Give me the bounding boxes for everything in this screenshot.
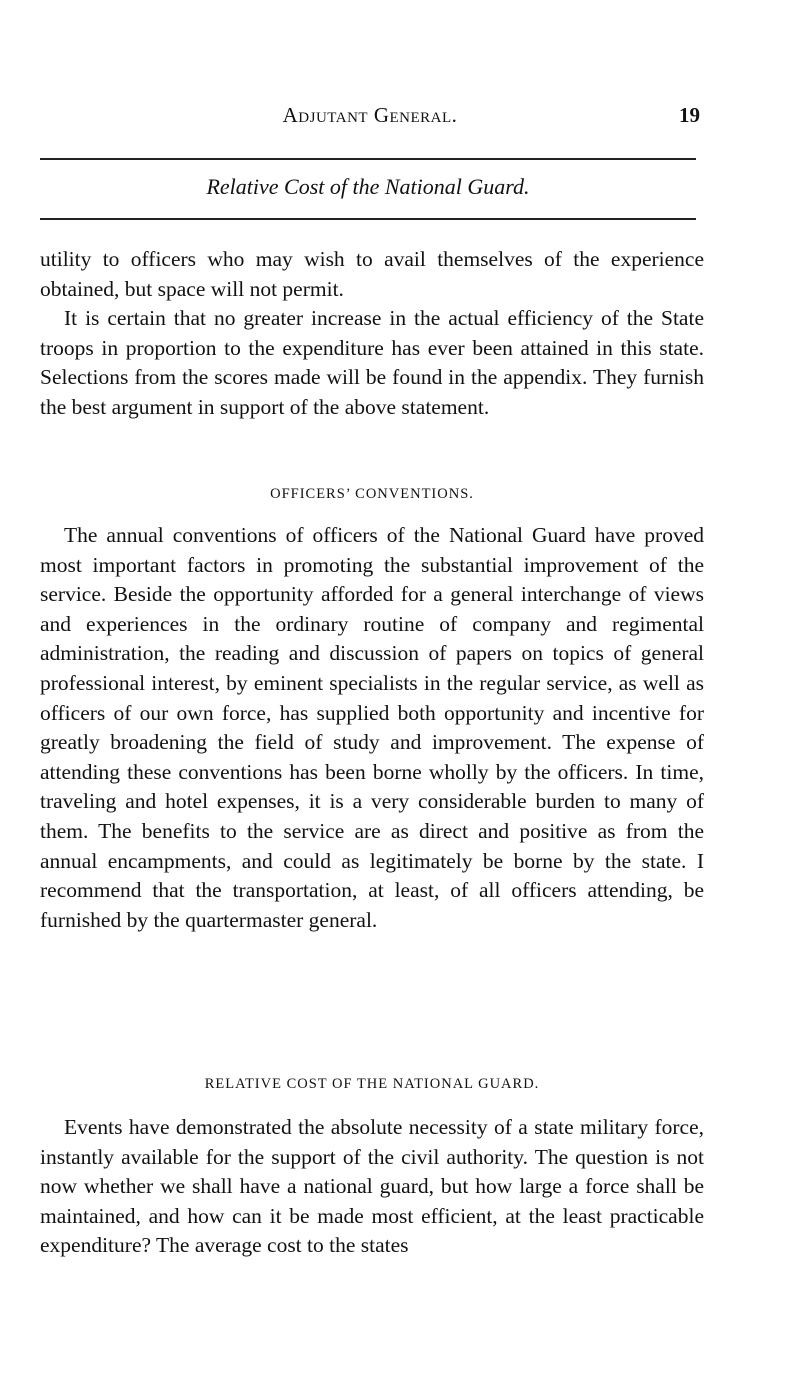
page-number: 19 (679, 103, 700, 127)
section-title: Relative Cost of the National Guard. (206, 174, 530, 199)
intro-paragraph-1: utility to officers who may wish to avail themselves of the experience obtained, but space will not permit. (40, 247, 704, 301)
relative-cost-text (40, 1113, 704, 1261)
intro-paragraph-2: It is certain that no greater increase in the actual efficiency of the State troops in proportion to the expenditure has ever been attained in this state. Selections from the scores made will be found in the appendix. They furnish the best argument in support of the above statement. (40, 306, 704, 419)
running-head (40, 103, 700, 133)
relative-cost-paragraph: Events have demonstrated the absolute necessity of a state military force, instantly available for the support of the civil authority. The question is not now whether we shall have a national guard, but how large a force shall be maintained, and how can it be made most efficient, at the least practicable expenditure? The average cost to the states (40, 1115, 704, 1258)
officers-conventions-paragraph: The annual conventions of officers of the National Guard have proved most important factors in promoting the substantial improvement of the service. Beside the opportunity afforded for a general interchange of views and experiences in the ordinary routine of company and regimental administration, the reading and discussion of papers on topics of general professional interest, by eminent specialists in the regular service, as well as officers of our own force, has supplied both opportunity and incentive for greatly broadening the field of study and improvement. The expense of attending these conventions has been borne wholly by the officers. In time, traveling and hotel expenses, it is a very considerable burden to many of them. The benefits to the service are as direct and positive as from the annual encampments, and could as legitimately be borne by the state. I recommend that the transportation, at least, of all officers attending, be furnished by the quartermaster general. (40, 523, 704, 932)
header-rule-bottom (40, 218, 696, 220)
officers-conventions-heading: OFFICERS’ CONVENTIONS. (270, 486, 474, 502)
relative-cost-heading: RELATIVE COST OF THE NATIONAL GUARD. (204, 1076, 540, 1092)
officers-conventions-text (40, 521, 704, 935)
running-title: Adjutant General. (282, 103, 458, 127)
header-rule-top (40, 158, 696, 160)
intro-text (40, 245, 704, 423)
